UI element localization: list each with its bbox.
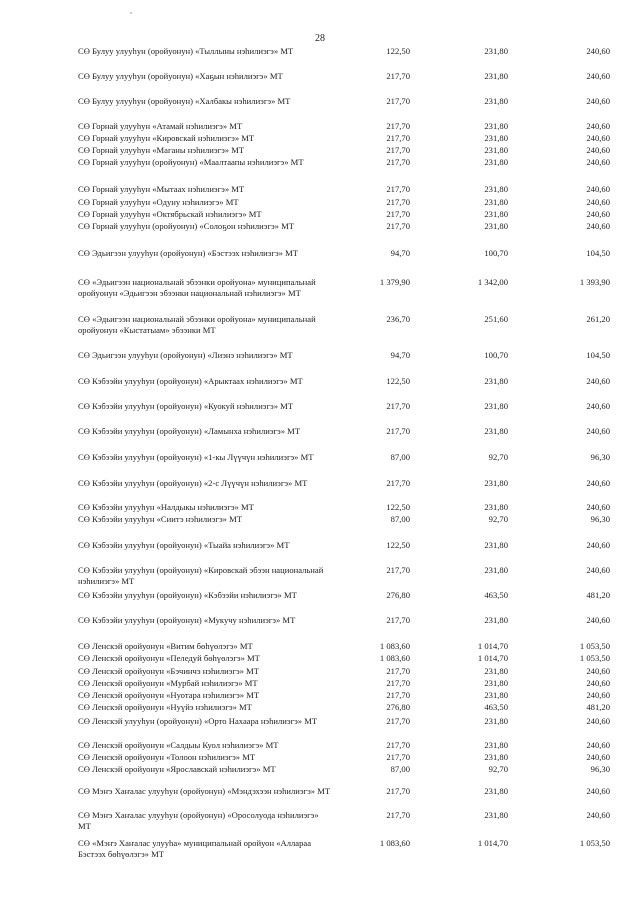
value-col-3: 1 053,50: [579, 641, 610, 651]
value-col-3: 240,60: [586, 540, 610, 550]
value-col-3: 1 393,90: [579, 277, 610, 287]
row-name: СӨ Булуу улууһун (оройуонун) «Халбакы нэһилиэгэ» МТ: [78, 96, 291, 106]
value-col-1: 276,80: [386, 590, 410, 600]
row-name: СӨ Кэбээйи улууһун «Налдыкы нэһилиэгэ» МТ: [78, 502, 254, 512]
value-col-3: 240,60: [586, 121, 610, 131]
row-name: СӨ Ленскэй оройуонун «Нуүйэ нэһилиэгэ» МТ: [78, 702, 252, 712]
value-col-1: 1 083,60: [379, 838, 410, 848]
value-col-1: 217,70: [386, 810, 410, 820]
value-col-1: 122,50: [386, 46, 410, 56]
value-col-3: 104,50: [586, 350, 610, 360]
value-col-2: 231,80: [484, 71, 508, 81]
value-col-2: 231,80: [484, 401, 508, 411]
value-col-3: 240,60: [586, 478, 610, 488]
row-name: СӨ Ленскэй оройуонун «Витим бөһүөлэгэ» МТ: [78, 641, 253, 651]
row-name: СӨ Эдьигээн улууһун (оройуонун) «Лиэнэ нэһилиэгэ» МТ: [78, 350, 293, 360]
row-name: СӨ Кэбээйи улууһун (оройуонун) «Кировскай эбээн национальнай нэһилиэгэ» МТ: [78, 565, 324, 586]
value-col-1: 217,70: [386, 752, 410, 762]
value-col-3: 240,60: [586, 71, 610, 81]
row-name: СӨ Кэбээйи улууһун (оройуонун) «Ламынха нэһилиэгэ» МТ: [78, 426, 301, 436]
row-name: СӨ Кэбээйи улууһун (оройуонун) «Мукучу нэһилиэгэ» МТ: [78, 615, 296, 625]
value-col-3: 481,20: [586, 702, 610, 712]
value-col-1: 87,00: [390, 514, 410, 524]
value-col-3: 240,60: [586, 502, 610, 512]
value-col-3: 240,60: [586, 615, 610, 625]
value-col-3: 1 053,50: [579, 653, 610, 663]
value-col-3: 240,60: [586, 96, 610, 106]
value-col-1: 122,50: [386, 376, 410, 386]
value-col-3: 240,60: [586, 690, 610, 700]
value-col-1: 217,70: [386, 157, 410, 167]
value-col-2: 231,80: [484, 157, 508, 167]
value-col-3: 240,60: [586, 401, 610, 411]
value-col-2: 231,80: [484, 565, 508, 575]
value-col-2: 92,70: [488, 514, 508, 524]
value-col-2: 231,80: [484, 121, 508, 131]
value-col-2: 231,80: [484, 690, 508, 700]
value-col-2: 1 014,70: [477, 641, 508, 651]
value-col-1: 217,70: [386, 96, 410, 106]
value-col-2: 100,70: [484, 248, 508, 258]
value-col-2: 231,80: [484, 786, 508, 796]
row-name: СӨ Горнай улууһун (оройуонун) «Солоҕон нэһилиэгэ» МТ: [78, 221, 295, 231]
value-col-1: 236,70: [386, 314, 410, 324]
value-col-2: 231,80: [484, 740, 508, 750]
value-col-1: 1 379,90: [379, 277, 410, 287]
value-col-2: 231,80: [484, 376, 508, 386]
value-col-3: 261,20: [586, 314, 610, 324]
value-col-3: 104,50: [586, 248, 610, 258]
value-col-2: 231,80: [484, 540, 508, 550]
row-name: СӨ Горнай улууһун «Атамай нэһилиэгэ» МТ: [78, 121, 243, 131]
value-col-1: 217,70: [386, 478, 410, 488]
value-col-1: 217,70: [386, 666, 410, 676]
value-col-1: 217,70: [386, 716, 410, 726]
value-col-2: 251,60: [484, 314, 508, 324]
value-col-3: 96,30: [590, 452, 610, 462]
row-name: СӨ Булуу улууһун (оройуонун) «Хаҕын нэһилиэгэ» МТ: [78, 71, 283, 81]
value-col-2: 231,80: [484, 96, 508, 106]
row-name: СӨ Кэбээйи улууһун (оройуонун) «1-кы Лүүчүн нэһилиэгэ» МТ: [78, 452, 314, 462]
value-col-1: 217,70: [386, 209, 410, 219]
value-col-2: 231,80: [484, 752, 508, 762]
value-col-1: 217,70: [386, 786, 410, 796]
scan-speck: [130, 12, 132, 14]
value-col-2: 1 014,70: [477, 838, 508, 848]
row-name: СӨ «Эдьигээн национальнай эбээнки оройуона» муниципальнай оройуонун «Кыстатыам» эбээнки МТ: [78, 314, 316, 335]
row-name: СӨ Ленскэй оройуонун «Мурбай нэһилиэгэ» МТ: [78, 678, 258, 688]
row-name: СӨ Эдьигээн улууһун (оройуонун) «Бэстээх нэһилиэгэ» МТ: [78, 248, 298, 258]
row-name: СӨ Ленскэй оройуонун «Пеледуй бөһүөлэгэ» МТ: [78, 653, 260, 663]
row-name: СӨ Ленскэй улууһун (оройуонун) «Орто Нахаара нэһилиэгэ» МТ: [78, 716, 318, 726]
value-col-2: 92,70: [488, 452, 508, 462]
value-col-3: 240,60: [586, 145, 610, 155]
value-col-2: 231,80: [484, 678, 508, 688]
row-name: СӨ Горнай улууһун «Октябрьскай нэһилиэгэ» МТ: [78, 209, 262, 219]
value-col-2: 231,80: [484, 197, 508, 207]
value-col-1: 217,70: [386, 740, 410, 750]
value-col-1: 217,70: [386, 221, 410, 231]
value-col-1: 217,70: [386, 690, 410, 700]
value-col-1: 217,70: [386, 565, 410, 575]
value-col-2: 231,80: [484, 502, 508, 512]
row-name: СӨ Мэҥэ Хаҥалас улууһун (оройуонун) «Мэндэхээн нэһилиэгэ» МТ: [78, 786, 331, 796]
value-col-3: 240,60: [586, 209, 610, 219]
value-col-2: 231,80: [484, 426, 508, 436]
row-name: СӨ Кэбээйи улууһун (оройуонун) «Кэбээйи нэһилиэгэ» МТ: [78, 590, 297, 600]
value-col-2: 231,80: [484, 716, 508, 726]
value-col-3: 240,60: [586, 197, 610, 207]
value-col-1: 122,50: [386, 502, 410, 512]
value-col-1: 217,70: [386, 145, 410, 155]
value-col-3: 96,30: [590, 514, 610, 524]
value-col-3: 240,60: [586, 786, 610, 796]
value-col-3: 1 053,50: [579, 838, 610, 848]
value-col-2: 231,80: [484, 810, 508, 820]
value-col-1: 1 083,60: [379, 653, 410, 663]
value-col-3: 240,60: [586, 752, 610, 762]
row-name: СӨ Горнай улууһун (оройуонун) «Маалтаапы нэһилиэгэ» МТ: [78, 157, 304, 167]
value-col-2: 231,80: [484, 46, 508, 56]
value-col-1: 276,80: [386, 702, 410, 712]
value-col-2: 92,70: [488, 764, 508, 774]
value-col-1: 94,70: [390, 248, 410, 258]
value-col-2: 463,50: [484, 590, 508, 600]
value-col-3: 240,60: [586, 157, 610, 167]
value-col-1: 217,70: [386, 426, 410, 436]
value-col-1: 217,70: [386, 401, 410, 411]
value-col-1: 87,00: [390, 764, 410, 774]
value-col-1: 217,70: [386, 71, 410, 81]
value-col-3: 240,60: [586, 716, 610, 726]
row-name: СӨ Мэҥэ Хаҥалас улууһун (оройуонун) «Оросолуода нэһилиэгэ» МТ: [78, 810, 319, 831]
row-name: СӨ Горнай улууһун «Мытаах нэһилиэгэ» МТ: [78, 184, 245, 194]
row-name: СӨ Горнай улууһун «Кировскай нэһилиэгэ» МТ: [78, 133, 255, 143]
row-name: СӨ Ленскэй оройуонун «Бэчинчэ нэһилиэгэ» МТ: [78, 666, 260, 676]
row-name: СӨ Кэбээйи улууһун (оройуонун) «2-с Лүүчүн нэһилиэгэ» МТ: [78, 478, 308, 488]
row-name: СӨ Булуу улууһун (оройуонун) «Тыллыны нэһилиэгэ» МТ: [78, 46, 294, 56]
value-col-2: 231,80: [484, 615, 508, 625]
value-col-3: 240,60: [586, 184, 610, 194]
value-col-3: 240,60: [586, 678, 610, 688]
value-col-3: 481,20: [586, 590, 610, 600]
value-col-1: 217,70: [386, 197, 410, 207]
value-col-1: 217,70: [386, 678, 410, 688]
value-col-2: 100,70: [484, 350, 508, 360]
page-number: 28: [315, 33, 325, 44]
row-name: СӨ Кэбээйи улууһун (оройуонун) «Куокуй нэһилиэгэ» МТ: [78, 401, 294, 411]
value-col-1: 217,70: [386, 615, 410, 625]
value-col-3: 240,60: [586, 810, 610, 820]
value-col-1: 217,70: [386, 184, 410, 194]
value-col-1: 217,70: [386, 121, 410, 131]
row-name: СӨ «Эдьигээн национальнай эбээнки оройуона» муниципальнай оройуонун «Эдьигээн эбээнки национальнай нэһилиэгэ» МТ: [78, 277, 316, 298]
row-name: СӨ Ленскэй оройуонун «Нуотара нэһилиэгэ» МТ: [78, 690, 260, 700]
value-col-2: 231,80: [484, 133, 508, 143]
value-col-3: 240,60: [586, 221, 610, 231]
value-col-3: 240,60: [586, 426, 610, 436]
value-col-1: 122,50: [386, 540, 410, 550]
value-col-2: 1 342,00: [477, 277, 508, 287]
row-name: СӨ Ленскэй оройуонун «Салдыы Куол нэһилиэгэ» МТ: [78, 740, 279, 750]
value-col-1: 87,00: [390, 452, 410, 462]
value-col-3: 96,30: [590, 764, 610, 774]
row-name: СӨ Кэбээйи улууһун «Сиитэ нэһилиэгэ» МТ: [78, 514, 242, 524]
value-col-3: 240,60: [586, 666, 610, 676]
row-name: СӨ «Мэҥэ Хаҥалас улууһа» муниципальнай оройуон «Аллараа Бэстээх бөһүөлэгэ» МТ: [78, 838, 312, 859]
value-col-3: 240,60: [586, 46, 610, 56]
value-col-2: 231,80: [484, 478, 508, 488]
row-name: СӨ Кэбээйи улууһун (оройуонун) «Тыайа нэһилиэгэ» МТ: [78, 540, 290, 550]
value-col-1: 217,70: [386, 133, 410, 143]
value-col-2: 231,80: [484, 145, 508, 155]
value-col-3: 240,60: [586, 565, 610, 575]
row-name: СӨ Горнай улууһун «Одуну нэһилиэгэ» МТ: [78, 197, 239, 207]
value-col-2: 231,80: [484, 221, 508, 231]
row-name: СӨ Горнай улууһун «Маганы нэһилиэгэ» МТ: [78, 145, 245, 155]
value-col-2: 231,80: [484, 209, 508, 219]
value-col-2: 1 014,70: [477, 653, 508, 663]
value-col-3: 240,60: [586, 376, 610, 386]
value-col-3: 240,60: [586, 133, 610, 143]
row-name: СӨ Ленскэй оройуонун «Ярославскай нэһилиэгэ» МТ: [78, 764, 276, 774]
row-name: СӨ Кэбээйи улууһун (оройуонун) «Арыктаах нэһилиэгэ» МТ: [78, 376, 303, 386]
value-col-2: 231,80: [484, 666, 508, 676]
value-col-1: 1 083,60: [379, 641, 410, 651]
value-col-2: 231,80: [484, 184, 508, 194]
value-col-1: 94,70: [390, 350, 410, 360]
value-col-3: 240,60: [586, 740, 610, 750]
value-col-2: 463,50: [484, 702, 508, 712]
row-name: СӨ Ленскэй оройуонун «Толоон нэһилиэгэ» МТ: [78, 752, 256, 762]
